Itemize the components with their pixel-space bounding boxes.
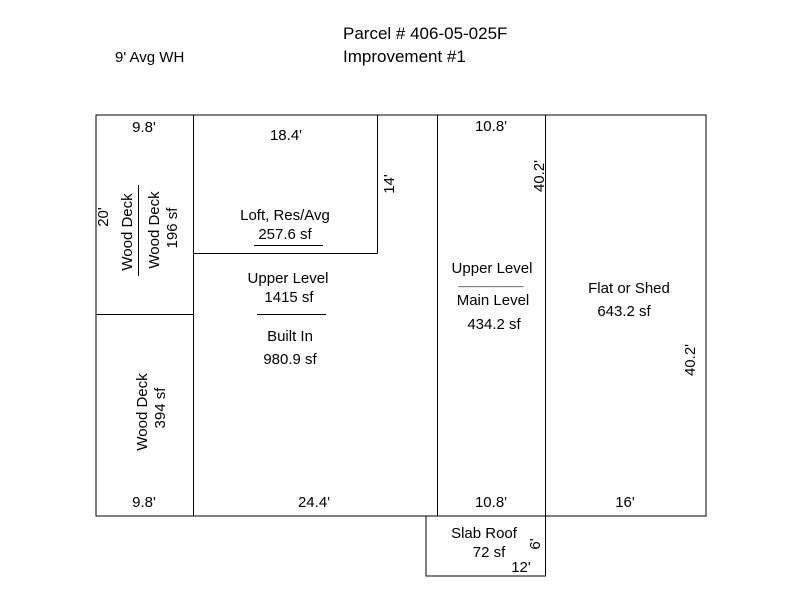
loft-area: 257.6 sf	[258, 226, 312, 243]
flat-shed-side-dimension: 40.2'	[682, 343, 699, 377]
wood-deck-lower-area: 394 sf	[152, 387, 169, 429]
main-level-label: Main Level	[456, 292, 530, 309]
main-bottom-dimension: 10.8'	[474, 494, 508, 511]
main-side-dimension: 40.2'	[531, 159, 548, 193]
parcel-number: Parcel # 406-05-025F	[343, 24, 508, 43]
main-level-area: 434.2 sf	[467, 316, 521, 333]
upper-level-left-area: 1415 sf	[264, 289, 314, 306]
upper-level-left-label: Upper Level	[247, 270, 329, 287]
slab-roof-label: Slab Roof	[451, 525, 517, 542]
loft-side-dimension: 14'	[381, 174, 398, 194]
wood-deck-upper-side-dimension: 20'	[95, 207, 112, 227]
wood-deck-upper-top-dimension: 9.8'	[132, 119, 156, 136]
built-in-area: 980.9 sf	[263, 351, 317, 368]
flat-shed-bottom-dimension: 16'	[615, 494, 635, 511]
wall-height-label: 9' Avg WH	[115, 49, 185, 66]
main-level-divider: _____________	[458, 277, 524, 287]
built-in-label: Built In	[267, 328, 313, 345]
improvement-label: Improvement #1	[343, 47, 466, 66]
wood-deck-upper-divider-label: Wood Deck	[146, 191, 163, 269]
slab-roof-area: 72 sf	[472, 544, 506, 561]
slab-roof-side-dimension: 6'	[527, 538, 544, 550]
wood-deck-upper-area: 196 sf	[164, 207, 181, 249]
built-in-bottom-dimension: 24.4'	[297, 494, 331, 511]
slab-roof-bottom-dimension: 12'	[511, 559, 531, 576]
wood-deck-upper-label: Wood Deck	[119, 193, 136, 271]
main-upper-level-label: Upper Level	[451, 260, 533, 277]
flat-shed-label: Flat or Shed	[588, 280, 670, 297]
flat-shed-area: 643.2 sf	[597, 303, 651, 320]
wood-deck-lower-label: Wood Deck	[134, 373, 151, 451]
main-top-dimension: 10.8'	[474, 118, 508, 135]
loft-top-dimension: 18.4'	[269, 127, 303, 144]
wood-deck-lower-bottom-dimension: 9.8'	[132, 494, 156, 511]
loft-label: Loft, Res/Avg	[240, 207, 330, 224]
